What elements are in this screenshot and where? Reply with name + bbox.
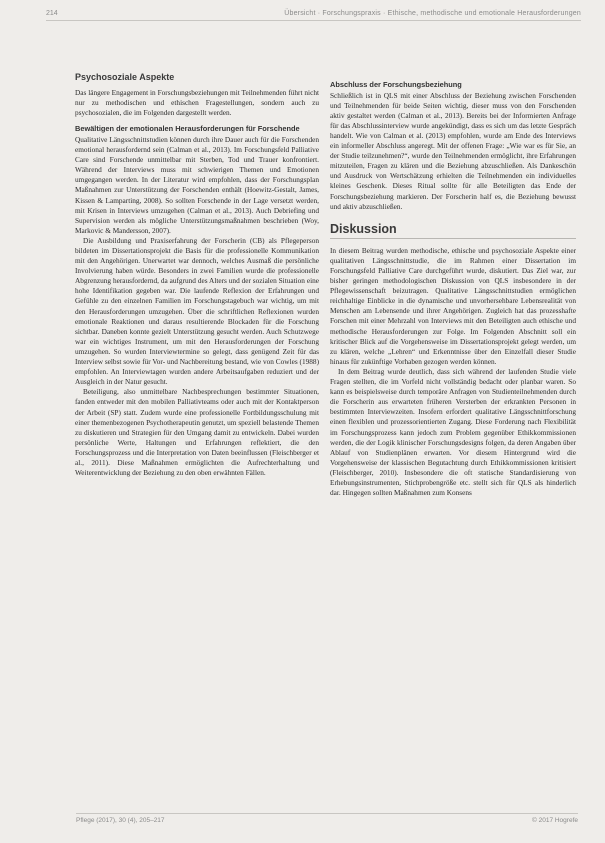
paragraph: In diesem Beitrag wurden methodische, ethische und psychosoziale Aspekte einer qualitativen Längsschnittstudie, die im Rahmen einer Dissertation im Forschungsfeld Palliative Care durchgeführt wurde, diskutiert. Das Ziel war, zur bisher geringen methodologischen Diskussion von QLS insbesondere in der Pflegewissenschaft beizutragen. Qualitative Längsschnittstudien ermöglichen reichhaltige Einblicke in die dynamische und unvorhersehbare Lebensrealität von Menschen am Lebensende und ihrer Angehörigen. Zugleich hat das prozesshafte Forschen mit einer Mehrzahl von Interviews mit den Beteiligten auch ethische und methodische Herausforderungen zur Folge. Im Folgenden Abschnitt soll ein kritischer Blick auf die Vorgehensweise im Dissertationsprojekt gelegt werden, um zu klären, welche „Lehren“ und Erkenntnisse über den Einzelfall dieser Studie hinaus für zukünftige Vorhaben gezogen werden können. (330, 245, 576, 366)
running-title: Übersicht · Forschungspraxis · Ethische, methodische und emotionale Herausforderungen (284, 10, 581, 17)
page-footer (76, 813, 578, 826)
paragraph: Qualitative Längsschnittstudien können durch ihre Dauer auch für die Forschenden emotional herausfordernd sein (Calman et al., 2013). Im Forschungsfeld Palliative Care sind Forschende unmittelbar mit Sterben, Tod und Trauer konfrontiert. Während der Interviews muss mit schwierigen Themen und Emotionen umgegangen werden. In der Literatur wird empfohlen, dass der Forschungsplan Maßnahmen zur Unterstützung der Forschenden enthält (Hoewitz-Gestalt, James, Kissen & Lamparting, 2008). So sollten Forschende in der Lage versetzt werden, mit Krisen in Interviews umzugehen (Calman et al., 2013). Auch Debriefing und Supervision werden als mögliche Unterstützungsmaßnahmen beschrieben (Woy, Markovic & Mandersson, 2007). (75, 134, 319, 235)
right-column (330, 80, 576, 498)
paragraph: Die Ausbildung und Praxiserfahrung der Forscherin (CB) als Pflegeperson bildeten im Dissertationsprojekt die Basis für die professionelle Kommunikation mit den Angehörigen. Unerwartet war dennoch, welches Ausmaß die persönliche Involvierung haben würde. Besonders in zwei Familien wurde die professionelle Abgrenzung herausfordernd, da aufgrund des Alters und der sozialen Situation eine hohe Identifikation gegeben war. Die laufende Reflexion der Erfahrungen und Gefühle zu den einzelnen Familien im Forschungstagebuch war wichtig, um mit den Herausforderungen umzugehen. Über die schriftlichen Reflexionen wurden emotionale Reaktionen und daraus resultierende Blockaden für die Forschung sichtbar. Daneben konnte gezielt Unterstützung gesucht werden. Auch Schutzwege war ein wichtiges Instrument, um mit den Herausforderungen der Forschung umzugehen. So wurden Interviewtermine so gelegt, dass genügend Zeit für das Interview selbst sowie für Vor- und Nachbereitung bestand, wie von Cowles (1988) empfohlen. An Interviewtagen wurden andere Arbeitsaufgaben reduziert und der Ausgleich in der Natur gesucht. (75, 235, 319, 387)
page-header (46, 8, 581, 21)
footer-citation: Pflege (2017), 30 (4), 205–217 (76, 817, 165, 824)
subheading-abschluss: Abschluss der Forschungsbeziehung (330, 80, 462, 89)
footer-publisher: © 2017 Hogrefe (532, 817, 578, 824)
paragraph: Beteiligung, also unmittelbare Nachbesprechungen bestimmter Situationen, fanden entweder mit den mobilen Palliativteams oder auch mit der Kontaktperson der Arbeit (SP) statt. Zudem wurde eine professionelle Fortbildungsschulung mit einer themenbezogenen Psychotherapeutin genutzt, um speziell belastende Themen zu diskutieren und Strategien für den Umgang damit zu entwickeln. Dabei wurden persönliche Werte, Haltungen und Erfahrungen reflektiert, die den Forschungsprozess und die Interpretation von Daten beeinflussen (Fleischberger et al., 2011). Diese Maßnahmen ermöglichten die Aufrechterhaltung und Weiterentwicklung der Beziehung zu den oben erwähnten Fällen. (75, 387, 319, 478)
subheading-emotional: Bewältigen der emotionalen Herausforderungen für Forschende (75, 124, 300, 134)
page-number: 214 (46, 10, 58, 17)
section-title-diskussion: Diskussion (330, 224, 576, 239)
intro-paragraph: Das längere Engagement in Forschungsbeziehungen mit Teilnehmenden führt nicht nur zu methodischen und ethischen Fragestellungen, sondern auch zu psychosozialen, die im Folgenden dargestellt werden. (75, 88, 319, 118)
section-title-psychosoziale: Psychosoziale Aspekte (75, 72, 175, 82)
paragraph: Schließlich ist in QLS mit einer Abschluss der Beziehung zwischen Forschenden und Teilnehmenden für beide Seiten wichtig, dieser muss von den Forschenden aktiv gestaltet werden (Calman et al., 2013). Bereits bei der Informierten Anfrage für das Abschlussinterview wurde angekündigt, dass es sich um das letzte Gespräch handelt. Wie von Calman et al. (2013) empfohlen, wurde am Ende des Interviews ein informeller Abschluss angeregt. Mit der offenen Frage: „Wie war es für Sie, an der Studie teilzunehmen?“, wurde den Teilnehmenden ermöglicht, ihre Erfahrungen mitzuteilen, Fragen zu klären und die Beziehung abzuschließen. Als Dankeschön und Ausdruck von Wertschätzung erhielten die Teilnehmenden ein individuelles kleines Geschenk. Dieses Ritual sollte für alle Beteiligten das Ende der Forschungsbeziehung markieren. Der Forscherin half es, die Beziehung bewusst und aktiv abzuschließen. (330, 90, 576, 211)
left-column (75, 72, 319, 478)
paragraph: In dem Beitrag wurde deutlich, dass sich während der laufenden Studie viele Fragen stellten, die im Vorfeld nicht vollständig bedacht oder planbar waren. So kann es beispielsweise durch temporäre Anfragen von Studienteilnehmenden durch die Forscherin aus erwarteten früheren Versterben der erkrankten Personen in bestimmten Interviewzeiten. Insofern erfordert qualitative Längsschnittforschung einen flexiblen und prozessorientierten Zugang. Diese Forderung nach Flexibilität im Forschungsprozess kann jedoch zum Problem gegenüber Ethikkommissionen werden, die der Logik klinischer Forschungsdesigns folgen, da deren Angaben über Ablauf von Studienplänen erwarten. Vor diesem Hintergrund wird die Vorgehensweise der klassischen Begutachtung durch Ethikkommissionen kritisiert (Fleischberger, 2010). Insbesondere die oft statische Standardisierung von Erhebungsinstrumenten, Stichprobengröße etc. stellt sich für QLS als hinderlich dar. Hingegen sollten Maßnahmen zum Konsens (330, 366, 576, 498)
